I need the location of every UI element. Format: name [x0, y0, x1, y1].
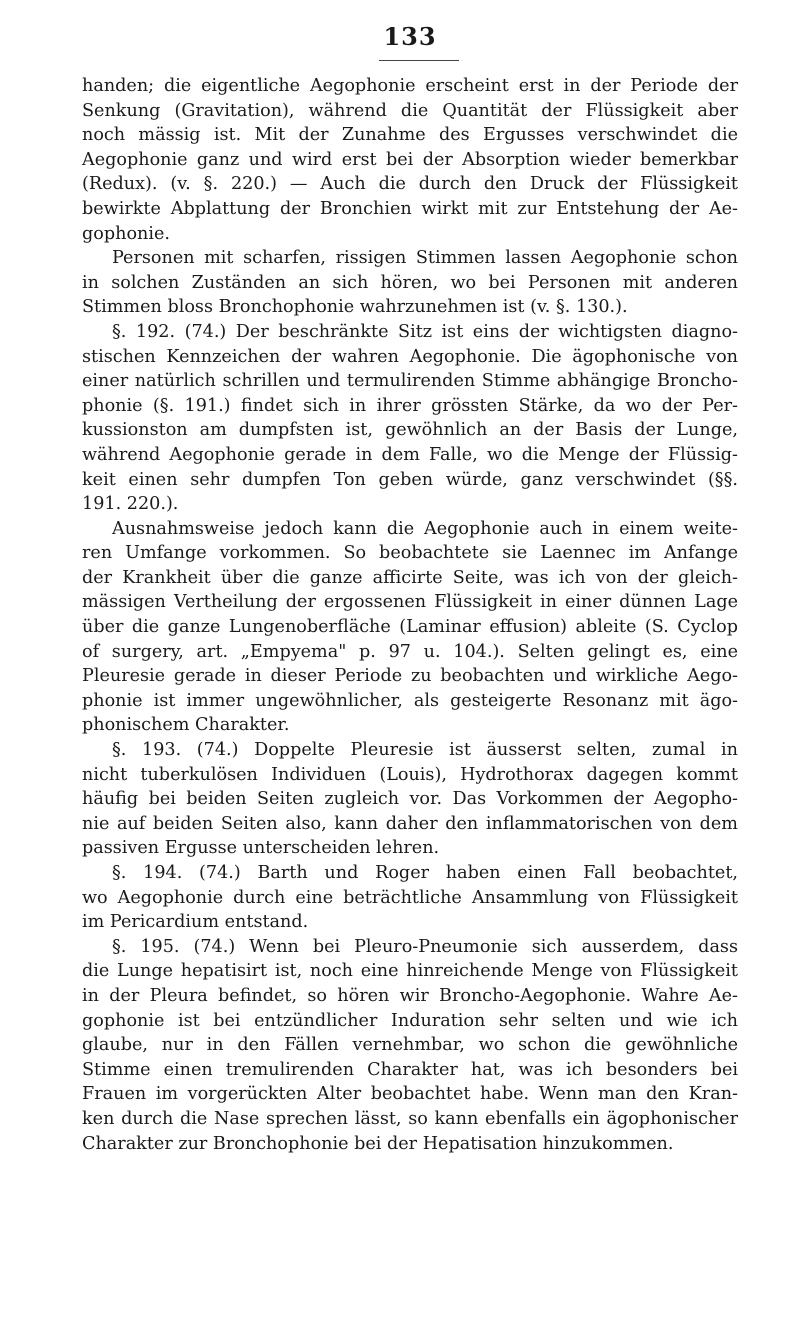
text-line: keit einen sehr dumpfen Ton geben würde, ganz verschwindet (§§.	[82, 469, 738, 490]
text-line: phonischem Charakter.	[82, 715, 290, 736]
text-line: gophonie ist bei entzündlicher Induration sehr selten und wie ich	[82, 1010, 738, 1031]
text-line: §. 193. (74.) Doppelte Pleuresie ist äusserst selten, zumal in	[112, 740, 738, 761]
text-line: noch mässig ist. Mit der Zunahme des Ergusses verschwindet die	[82, 125, 738, 146]
text-line: in solchen Zuständen an sich hören, wo bei Personen mit anderen	[82, 272, 738, 293]
text-line: §. 195. (74.) Wenn bei Pleuro-Pneumonie sich ausserdem, dass	[112, 936, 738, 957]
text-line: bewirkte Abplattung der Bronchien wirkt mit zur Entstehung der Ae-	[82, 198, 738, 219]
body-text	[82, 74, 738, 1156]
text-line: gophonie.	[82, 223, 171, 244]
text-line: die Lunge hepatisirt ist, noch eine hinreichende Menge von Flüssigkeit	[82, 961, 738, 982]
text-line: Stimme einen tremulirenden Charakter hat, was ich besonders bei	[82, 1059, 738, 1080]
text-line: kussionston am dumpfsten ist, gewöhnlich an der Basis der Lunge,	[82, 420, 738, 441]
book-page	[82, 22, 738, 1322]
page-number: 133	[383, 22, 437, 51]
text-line: phonie (§. 191.) findet sich in ihrer grössten Stärke, da wo der Per-	[82, 395, 738, 416]
text-line: in der Pleura befindet, so hören wir Broncho-Aegophonie. Wahre Ae-	[82, 985, 738, 1006]
text-line: mässigen Vertheilung der ergossenen Flüssigkeit in einer dünnen Lage	[82, 592, 738, 613]
text-line: phonie ist immer ungewöhnlicher, als gesteigerte Resonanz mit ägo-	[82, 690, 738, 711]
text-line: Charakter zur Bronchophonie bei der Hepatisation hinzukommen.	[82, 1133, 674, 1154]
page-number-rule	[379, 60, 459, 61]
text-line: stischen Kennzeichen der wahren Aegophonie. Die ägophonische von	[82, 346, 738, 367]
text-line: nicht tuberkulösen Individuen (Louis), Hydrothorax dagegen kommt	[82, 764, 738, 785]
text-line: glaube, nur in den Fällen vernehmbar, wo schon die gewöhnliche	[82, 1035, 738, 1056]
text-line: 191. 220.).	[82, 494, 179, 515]
text-line: Aegophonie ganz und wird erst bei der Absorption wieder bemerkbar	[82, 149, 738, 170]
text-line: Ausnahmsweise jedoch kann die Aegophonie auch in einem weite-	[112, 518, 738, 539]
text-line: §. 192. (74.) Der beschränkte Sitz ist eins der wichtigsten diagno-	[112, 321, 738, 342]
text-line: of surgery, art. „Empyema" p. 97 u. 104.). Selten gelingt es, eine	[82, 641, 738, 662]
text-line: im Pericardium entstand.	[82, 912, 309, 933]
text-line: über die ganze Lungenoberfläche (Laminar effusion) ableite (S. Cyclop	[82, 617, 738, 638]
text-line: passiven Ergusse unterscheiden lehren.	[82, 838, 440, 859]
text-line: Personen mit scharfen, rissigen Stimmen lassen Aegophonie schon	[112, 248, 738, 269]
text-line: Frauen im vorgerückten Alter beobachtet habe. Wenn man den Kran-	[82, 1084, 738, 1105]
text-line: ren Umfange vorkommen. So beobachtete sie Laennec im Anfange	[82, 543, 738, 564]
text-line: einer natürlich schrillen und termulirenden Stimme abhängige Broncho-	[82, 371, 738, 392]
text-line: handen; die eigentliche Aegophonie erscheint erst in der Periode der	[82, 76, 738, 96]
text-line: Senkung (Gravitation), während die Quantität der Flüssigkeit aber	[82, 100, 738, 121]
text-line: während Aegophonie gerade in dem Falle, wo die Menge der Flüssig-	[82, 444, 738, 465]
text-line: Stimmen bloss Bronchophonie wahrzunehmen ist (v. §. 130.).	[82, 297, 628, 318]
text-line: der Krankheit über die ganze afficirte Seite, was ich von der gleich-	[82, 567, 738, 588]
text-line: ken durch die Nase sprechen lässt, so kann ebenfalls ein ägophonischer	[82, 1108, 738, 1129]
text-line: (Redux). (v. §. 220.) — Auch die durch den Druck der Flüssigkeit	[82, 174, 738, 195]
text-line: Pleuresie gerade in dieser Periode zu beobachten und wirkliche Aego-	[82, 666, 738, 687]
text-line: nie auf beiden Seiten also, kann daher den inflammatorischen von dem	[82, 813, 738, 834]
text-line: wo Aegophonie durch eine beträchtliche Ansammlung von Flüssigkeit	[82, 887, 738, 908]
text-line: §. 194. (74.) Barth und Roger haben einen Fall beobachtet,	[112, 863, 738, 883]
text-line: häufig bei beiden Seiten zugleich vor. Das Vorkommen der Aegopho-	[82, 789, 738, 810]
